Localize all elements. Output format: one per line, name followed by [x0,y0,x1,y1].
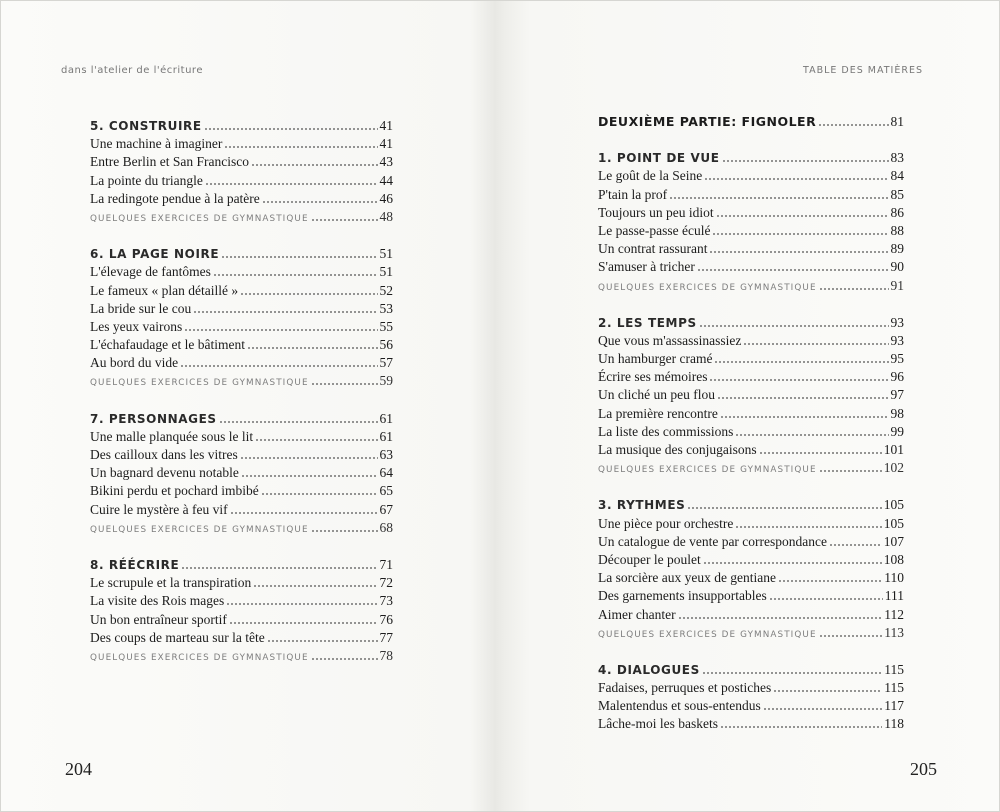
entry-page-number: 102 [883,460,904,476]
entry-title: Des coups de marteau sur la tête [90,629,265,645]
entry-page-number: 44 [379,172,393,188]
chapter-heading [598,496,904,514]
toc-entry [90,135,393,153]
dot-leader [204,120,378,130]
dot-leader [193,303,377,313]
toc-entry [598,423,904,441]
entry-page-number: 84 [890,168,904,184]
entry-title: Le fameux « plan détaillé » [90,282,239,298]
entry-page-number: 91 [890,277,904,293]
entry-page-number: 90 [890,259,904,275]
entry-page-number: 117 [884,698,904,714]
toc-entry [598,587,904,605]
entry-page-number: 115 [884,680,904,696]
dot-leader [709,371,888,381]
entry-page-number: 48 [379,208,393,224]
running-head: TABLE DES MATIÈRES [803,65,923,76]
toc-entry [90,428,393,446]
exercises-entry [598,277,904,295]
entry-page-number: 89 [890,241,904,257]
entry-page-number: 51 [379,246,393,262]
entry-page-number: 67 [379,501,393,517]
toc-entry [90,464,393,482]
dot-leader [769,590,883,600]
exercises-entry [90,208,393,226]
dot-leader [697,261,889,271]
exercises-entry [90,372,393,390]
dot-leader [221,248,377,258]
entry-page-number: 41 [379,136,393,152]
entry-page-number: 118 [884,716,904,732]
toc-entry [598,186,904,204]
entry-title: Aimer chanter [598,606,676,622]
dot-leader [704,170,888,180]
entry-page-number: 83 [890,150,904,166]
entry-title: La sorcière aux yeux de gentiane [598,570,777,586]
entry-title: Un bagnard devenu notable [90,465,239,481]
entry-page-number: 111 [884,588,904,604]
entry-title: 8. RÉÉCRIRE [90,557,180,572]
table-of-contents [90,117,393,684]
entry-title: L'élevage de fantômes [90,264,211,280]
chapter-heading [90,245,393,263]
entry-title: Le goût de la Seine [598,168,703,184]
dot-leader [699,317,889,327]
dot-leader [709,243,888,253]
toc-entry [90,263,393,281]
part-heading [598,113,904,131]
toc-entry [598,515,904,533]
entry-page-number: 52 [379,282,393,298]
entry-title: Des cailloux dans les vitres [90,447,238,462]
entry-title: QUELQUES EXERCICES DE GYMNASTIQUE [598,465,817,476]
entry-page-number: 98 [890,405,904,421]
entry-page-number: 72 [379,575,393,591]
page-number: 205 [910,759,937,779]
dot-leader [311,650,378,660]
entry-page-number: 86 [890,204,904,220]
toc-entry [598,204,904,222]
entry-title: P'tain la prof [598,186,668,202]
entry-page-number: 61 [379,428,393,444]
part-page-number: 81 [890,114,904,129]
entry-title: 1. POINT DE VUE [598,151,720,166]
dot-leader [253,577,377,587]
dot-leader [759,444,882,454]
toc-entry [598,368,904,386]
chapter-heading [598,314,904,332]
toc-entry [90,574,393,592]
dot-leader [778,572,882,582]
entry-page-number: 51 [379,264,393,280]
dot-leader [213,266,378,276]
entry-title: Découper le poulet [598,551,701,567]
entry-title: Le passe-passe éculé [598,222,711,238]
entry-title: QUELQUES EXERCICES DE GYMNASTIQUE [598,629,817,640]
toc-entry [598,697,904,715]
dot-leader [687,499,881,509]
entry-title: Un cliché un peu flou [598,387,715,403]
entry-title: Une malle planquée sous le lit [90,428,254,444]
entry-title: La musique des conjugaisons [598,442,757,457]
entry-page-number: 115 [884,661,904,677]
toc-entry [598,405,904,423]
dot-leader [735,426,888,436]
dot-leader [230,504,378,514]
toc-chapter [598,314,904,478]
entry-title: 5. CONSTRUIRE [90,119,202,133]
chapter-heading [598,661,904,679]
dot-leader [240,449,378,459]
entry-title: Une machine à imaginer [90,136,223,152]
chapter-heading [90,410,393,428]
dot-leader [219,413,378,423]
entry-title: Les yeux vairons [90,318,183,334]
entry-title: QUELQUES EXERCICES DE GYMNASTIQUE [90,524,309,535]
dot-leader [267,632,378,642]
entry-page-number: 112 [884,606,904,622]
exercises-entry [598,459,904,477]
entry-title: QUELQUES EXERCICES DE GYMNASTIQUE [90,213,309,224]
dot-leader [226,595,377,605]
dot-leader [818,116,888,126]
exercises-entry [90,647,393,665]
toc-chapter [90,117,393,226]
entry-title: Cuire le mystère à feu vif [90,501,228,517]
toc-entry [598,715,904,733]
entry-title: Au bord du vide [90,355,179,371]
entry-title: Le scrupule et la transpiration [90,575,252,591]
toc-entry [598,240,904,258]
toc-entry [598,386,904,404]
exercises-entry [598,624,904,642]
entry-page-number: 99 [890,423,904,439]
dot-leader [311,522,378,532]
entry-page-number: 43 [379,154,393,170]
entry-page-number: 105 [883,515,904,531]
dot-leader [763,700,883,710]
toc-entry [598,167,904,185]
toc-entry [90,153,393,171]
toc-entry [598,441,904,459]
entry-title: QUELQUES EXERCICES DE GYMNASTIQUE [90,378,309,389]
dot-leader [717,389,889,399]
entry-title: 7. PERSONNAGES [90,411,217,426]
dot-leader [311,211,378,221]
entry-page-number: 53 [379,300,393,316]
dot-leader [829,536,882,546]
entry-title: Lâche-moi les baskets [598,716,718,732]
dot-leader [712,225,888,235]
dot-leader [229,614,378,624]
dot-leader [261,485,378,495]
entry-page-number: 64 [379,465,393,481]
entry-title: La pointe du triangle [90,172,203,188]
entry-page-number: 55 [379,318,393,334]
toc-entry [90,592,393,610]
entry-page-number: 107 [883,533,904,549]
entry-title: Un contrat rassurant [598,241,708,257]
toc-entry [598,222,904,240]
entry-title: 4. DIALOGUES [598,662,700,677]
toc-entry [90,282,393,300]
dot-leader [702,664,882,674]
dot-leader [262,193,378,203]
dot-leader [247,339,378,349]
page-number: 204 [65,759,92,779]
entry-title: Une pièce pour orchestre [598,515,734,531]
dot-leader [722,152,889,162]
entry-title: La visite des Rois mages [90,593,225,609]
entry-title: L'échafaudage et le bâtiment [90,337,245,353]
dot-leader [743,335,888,345]
entry-page-number: 93 [890,332,904,348]
entry-page-number: 46 [379,190,393,206]
toc-entry [90,354,393,372]
entry-title: Entre Berlin et San Francisco [90,154,249,170]
dot-leader [773,682,882,692]
entry-page-number: 65 [379,483,393,499]
entry-title: 2. LES TEMPS [598,315,697,330]
entry-page-number: 93 [890,314,904,330]
entry-title: La bride sur le cou [90,300,192,316]
entry-title: QUELQUES EXERCICES DE GYMNASTIQUE [598,282,817,293]
entry-title: 3. RYTHMES [598,498,686,513]
entry-page-number: 77 [379,629,393,645]
dot-leader [819,462,882,472]
dot-leader [678,609,883,619]
entry-title: Bikini perdu et pochard imbibé [90,483,259,499]
toc-entry [90,172,393,190]
dot-leader [224,138,377,148]
toc-entry [598,350,904,368]
entry-title: Malentendus et sous-entendus [598,698,761,714]
entry-page-number: 61 [379,410,393,426]
entry-page-number: 59 [379,373,393,389]
toc-chapter [90,245,393,391]
toc-entry [90,482,393,500]
entry-title: Un catalogue de vente par correspondance [598,533,828,549]
toc-entry [598,332,904,350]
toc-chapter [598,496,904,642]
toc-entry [598,258,904,276]
entry-page-number: 76 [379,611,393,627]
toc-entry [90,501,393,519]
entry-title: Que vous m'assassinassiez [598,332,742,348]
toc-entry [598,569,904,587]
entry-page-number: 108 [883,551,904,567]
dot-leader [255,431,377,441]
entry-page-number: 57 [379,355,393,371]
toc-entry [598,551,904,569]
toc-chapter [598,149,904,295]
entry-title: Un bon entraîneur sportif [90,611,227,627]
toc-entry [90,336,393,354]
chapter-heading [90,117,393,135]
entry-page-number: 105 [883,497,904,513]
dot-leader [720,718,882,728]
toc-entry [90,446,393,464]
dot-leader [180,357,377,367]
entry-page-number: 101 [883,442,904,457]
dot-leader [240,285,377,295]
part-title: DEUXIÈME PARTIE: FIGNOLER [598,114,817,129]
entry-page-number: 97 [890,387,904,403]
toc-entry [598,679,904,697]
dot-leader [735,518,881,528]
chapter-heading [90,556,393,574]
toc-chapter [598,661,904,734]
toc-entry [90,318,393,336]
entry-title: La première rencontre [598,405,718,421]
exercises-entry [90,519,393,537]
entry-page-number: 113 [884,624,904,640]
entry-page-number: 78 [379,647,393,663]
entry-page-number: 41 [379,118,393,133]
toc-entry [598,606,904,624]
entry-title: Un hamburger cramé [598,351,713,367]
table-of-contents [598,113,904,753]
entry-page-number: 85 [890,186,904,202]
toc-entry [598,533,904,551]
toc-entry [90,300,393,318]
entry-title: 6. LA PAGE NOIRE [90,247,220,262]
entry-title: Fadaises, perruques et postiches [598,680,772,696]
entry-title: Toujours un peu idiot [598,204,714,220]
entry-page-number: 63 [379,447,393,462]
dot-leader [716,207,889,217]
entry-title: Des garnements insupportables [598,588,767,604]
entry-page-number: 71 [379,556,393,572]
running-head: dans l'atelier de l'écriture [61,65,203,76]
dot-leader [703,554,882,564]
chapter-heading [598,149,904,167]
entry-title: La redingote pendue à la patère [90,190,260,206]
entry-page-number: 95 [890,351,904,367]
entry-page-number: 96 [890,369,904,385]
dot-leader [714,353,888,363]
entry-title: S'amuser à tricher [598,259,695,275]
toc-entry [90,190,393,208]
toc-entry [90,629,393,647]
entry-page-number: 110 [884,570,904,586]
entry-title: Écrire ses mémoires [598,369,708,385]
toc-entry [90,611,393,629]
dot-leader [184,321,377,331]
dot-leader [819,280,889,290]
dot-leader [720,408,889,418]
dot-leader [181,559,377,569]
dot-leader [205,175,378,185]
toc-chapter [90,410,393,537]
left-page [1,1,500,811]
entry-title: La liste des commissions [598,423,734,439]
entry-page-number: 56 [379,337,393,353]
entry-page-number: 88 [890,222,904,238]
dot-leader [241,467,378,477]
right-page [500,1,999,811]
entry-page-number: 73 [379,593,393,609]
toc-chapter [90,556,393,665]
entry-page-number: 68 [379,519,393,535]
dot-leader [669,189,888,199]
dot-leader [251,156,378,166]
entry-title: QUELQUES EXERCICES DE GYMNASTIQUE [90,652,309,663]
dot-leader [311,375,378,385]
dot-leader [819,627,883,637]
